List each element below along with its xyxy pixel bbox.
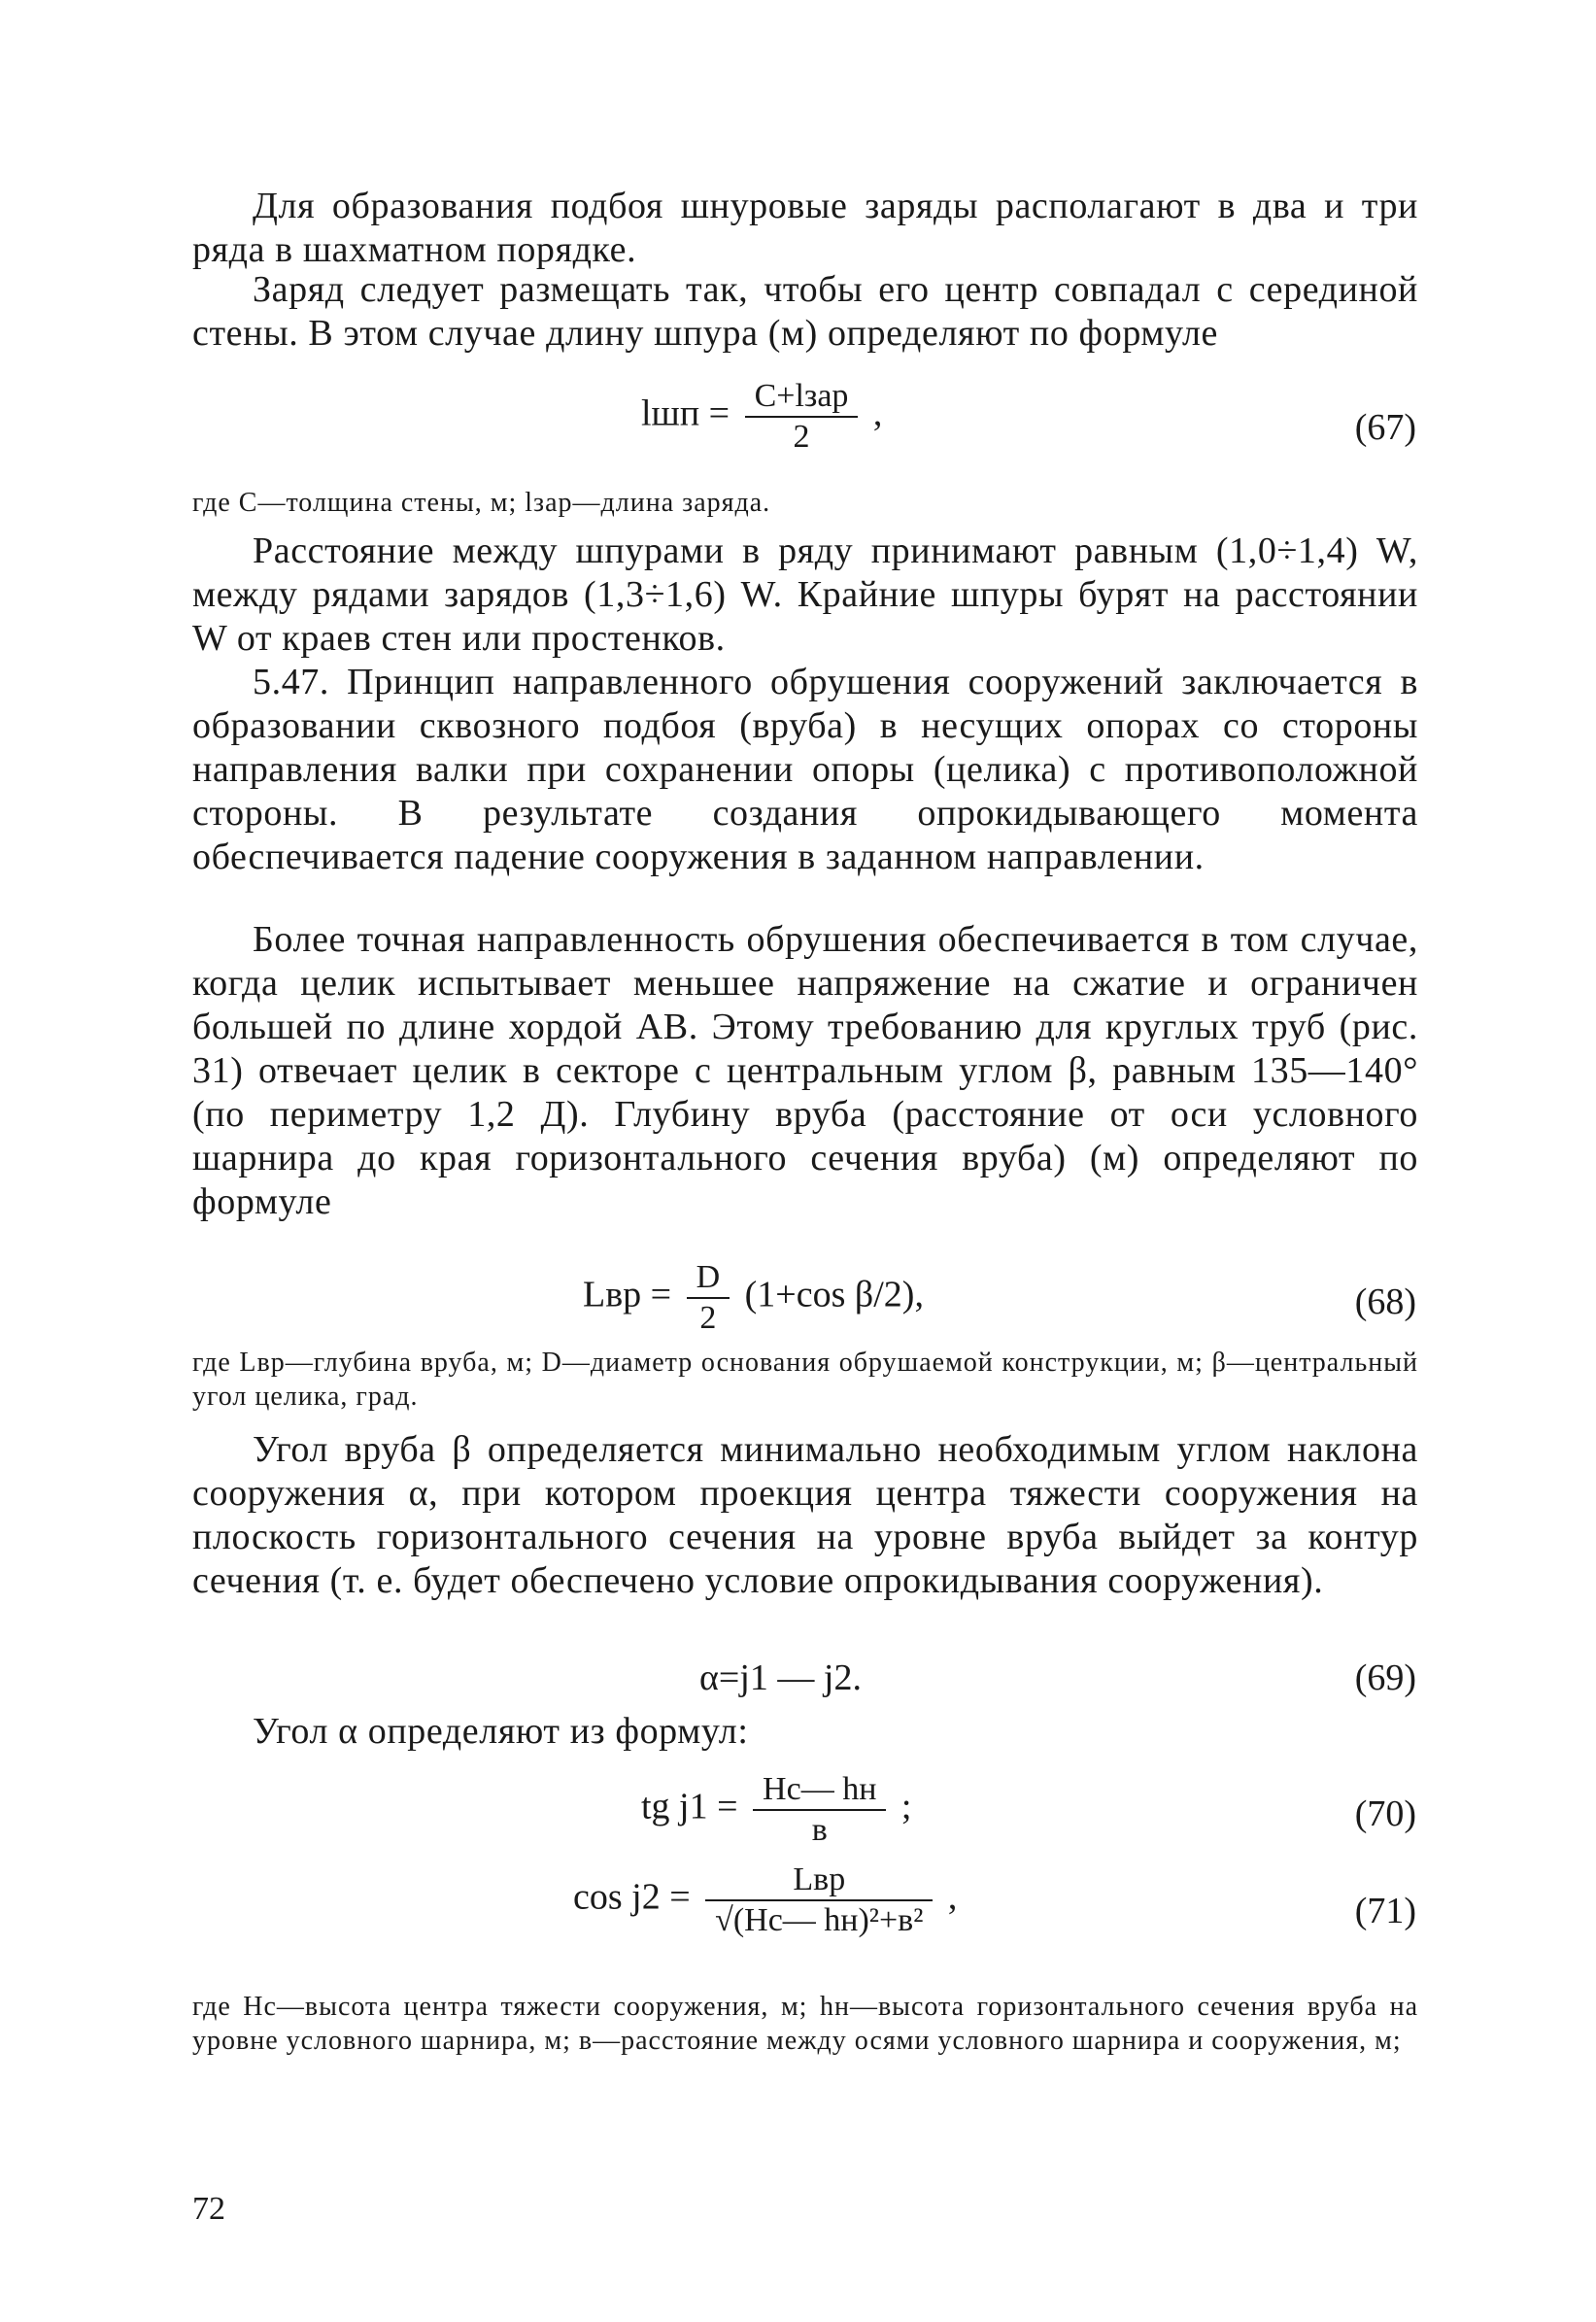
formula-68-denominator: 2 xyxy=(687,1297,730,1338)
equation-number-70: (70) xyxy=(1354,1793,1416,1834)
formula-67-tail: , xyxy=(872,393,883,434)
formula-71-tail: , xyxy=(947,1876,958,1918)
where-note-71: где Hc—высота центра тяжести сооружения, м; hн—высота горизонтального сечения вруба на уровне условного шарнира, м; в—расстояние между осями условного шарнира и сооружения, м; xyxy=(192,1992,1418,2056)
formula-67-fraction xyxy=(745,377,859,457)
formula-71 xyxy=(573,1861,957,1940)
formula-69: α=j1 — j2. xyxy=(699,1657,862,1698)
formula-71-fraction xyxy=(705,1861,933,1940)
formula-70-numerator: Hc— hн xyxy=(763,1771,877,1807)
formula-67-lhs: lшп = xyxy=(641,393,730,434)
formula-71-numerator: Lвр xyxy=(793,1861,846,1897)
formula-71-lhs: cos j2 = xyxy=(573,1876,691,1918)
formula-70 xyxy=(641,1770,911,1850)
paragraph-cut-angle: Угол вруба β определяется минимально необходимым углом наклона сооружения α, при котором проекция центра тяжести сооружения на плоскость горизонтального сечения на уровне вруба выйдет за контур сечения (т. е. будет обеспечено условие опрокидывания сооружения). xyxy=(192,1429,1418,1601)
paragraph-directed-collapse: Более точная направленность обрушения обеспечивается в том случае, когда целик испытывает меньшее напряжение на сжатие и ограничен большей по длине хордой AB. Этому требованию для круглых труб (рис. 31) отвечает целик в секторе с центральным углом β, равным 135—140° (по периметру 1,2 Д). Глубину вруба (расстояние от оси условного шарнира до края горизонтального сечения вруба) (м) определяют по формуле xyxy=(192,919,1418,1222)
formula-67 xyxy=(641,377,882,457)
equation-number-67: (67) xyxy=(1354,407,1416,448)
formula-67-denominator: 2 xyxy=(745,416,859,457)
formula-68-lhs: Lвр = xyxy=(583,1274,672,1315)
formula-68-fraction xyxy=(687,1258,730,1338)
page-number: 72 xyxy=(192,2191,225,2227)
formula-70-lhs: tg j1 = xyxy=(641,1786,738,1827)
equation-number-69: (69) xyxy=(1354,1657,1416,1698)
paragraph-charges-layout: Для образования подбоя шнуровые заряды располагают в два и три ряда в шахматном порядке. xyxy=(192,186,1418,270)
formula-70-denominator: в xyxy=(753,1809,886,1850)
formula-67-numerator: C+lзар xyxy=(754,378,849,414)
equation-number-68: (68) xyxy=(1354,1281,1416,1322)
formula-70-tail: ; xyxy=(900,1786,912,1827)
formula-71-denominator: √(Hc— hн)²+в² xyxy=(705,1899,933,1940)
paragraph-angle-formulas: Угол α определяют из формул: xyxy=(253,1711,749,1752)
formula-70-fraction xyxy=(753,1770,886,1850)
formula-68 xyxy=(583,1258,924,1338)
equation-number-71: (71) xyxy=(1354,1891,1416,1931)
formula-68-tail: (1+cos β/2), xyxy=(744,1274,924,1315)
paragraph-charge-placement: Заряд следует размещать так, чтобы его центр совпадал с серединой стены. В этом случае длину шпура (м) определяют по формуле xyxy=(192,269,1418,354)
formula-68-numerator: D xyxy=(696,1259,721,1295)
paragraph-section-5-47: 5.47. Принцип направленного обрушения сооружений заключается в образовании сквозного подбоя (вруба) в несущих опорах со стороны направления валки при сохранении опоры (целика) с противоположной стороны. В результате создания опрокидывающего момента обеспечивается падение сооружения в заданном направлении. xyxy=(192,662,1418,877)
where-note-67: где C—толщина стены, м; lзар—длина заряда. xyxy=(192,488,771,518)
where-note-68: где Lвр—глубина вруба, м; D—диаметр основания обрушаемой конструкции, м; β—центральный угол целика, град. xyxy=(192,1348,1418,1412)
paragraph-hole-spacing: Расстояние между шпурами в ряду принимают равным (1,0÷1,4) W, между рядами зарядов (1,3÷1,6) W. Крайние шпуры бурят на расстоянии W от краев стен или простенков. xyxy=(192,530,1418,659)
